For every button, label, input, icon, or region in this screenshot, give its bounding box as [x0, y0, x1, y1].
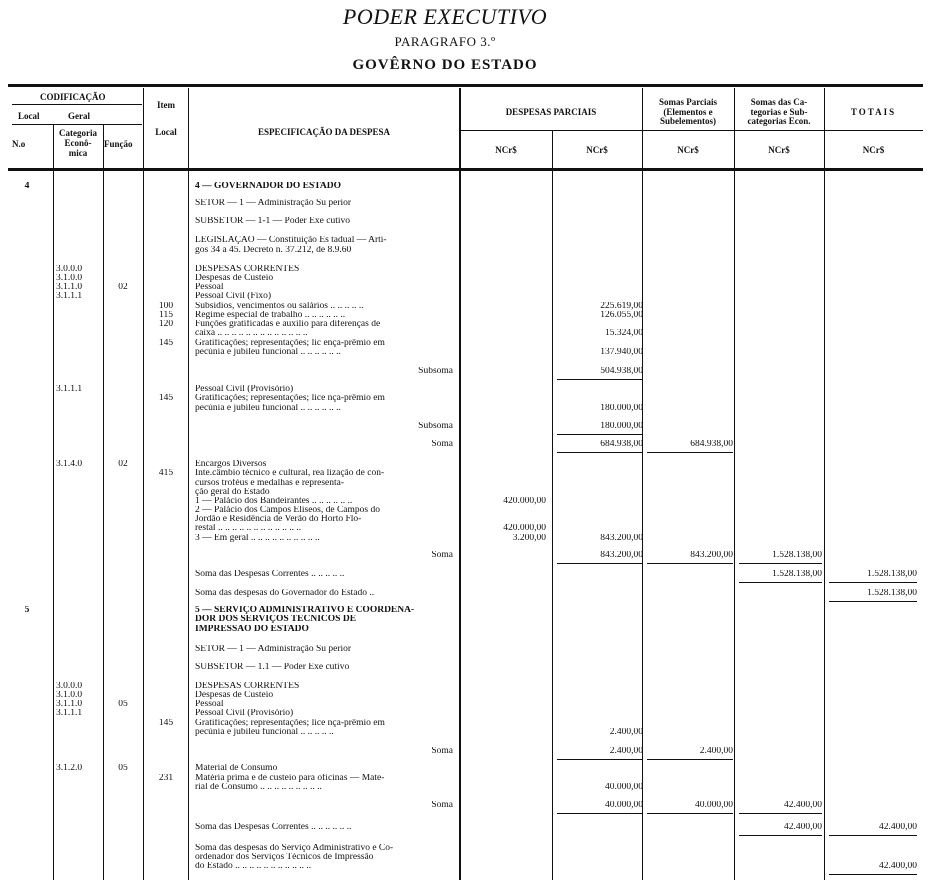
numero-header: N.o [12, 139, 26, 149]
categoria-header-1: Categoria [59, 128, 97, 138]
row-description: Pessoal Civil (Fixo) [195, 292, 272, 301]
row-description: Material de Consumo [195, 764, 278, 773]
sum-underline [647, 813, 733, 814]
row-amount-c2: 2.400,00 [609, 747, 643, 756]
categoria-header-2: Econô- [64, 138, 92, 148]
row-amount-c2: 180.000,00 [600, 404, 643, 413]
row-description: Pessoal [195, 700, 224, 709]
row-amount-c2: 843.200,00 [600, 551, 643, 560]
row-category: 3.0.0.0 [56, 682, 83, 691]
row-description: Encargos Diversos [195, 460, 267, 469]
sum-underline [557, 813, 643, 814]
geral-header: Geral [68, 111, 90, 121]
row-description: Soma das Despesas Correntes .. .. .. .. .. .. [195, 823, 352, 832]
divider [12, 124, 142, 125]
col-sep [188, 88, 189, 880]
currency-col3: NCr$ [677, 145, 699, 155]
somas-parciais-header-3: Subelementos) [660, 116, 716, 126]
item-header-1: Item [157, 100, 175, 110]
sum-underline [647, 563, 733, 564]
row-description: Gratificações; representações; lic ença-prêmio em [195, 339, 385, 348]
row-description: restal .. .. .. .. .. .. .. .. .. .. .. .. [195, 524, 302, 533]
row-description: ção geral do Estado [195, 488, 270, 497]
currency-col5: NCr$ [862, 145, 885, 155]
row-description: Subsoma [418, 367, 453, 376]
col-sep [824, 88, 825, 880]
sum-underline [739, 582, 822, 583]
row-number: 4 [24, 182, 30, 191]
sum-underline [647, 759, 733, 760]
document-title: PODER EXECUTIVO [342, 4, 548, 29]
sum-underline [557, 759, 643, 760]
row-amount-c2: 684.938,00 [600, 440, 643, 449]
row-description: Soma [431, 440, 453, 449]
top-rule [8, 84, 923, 87]
totais-header: TOTAIS [850, 107, 897, 117]
row-description: 1 — Palácio dos Bandeirantes .. .. .. .. .. .. [195, 497, 353, 506]
row-category: 3.0.0.0 [56, 265, 83, 274]
row-description: 4 — GOVERNADOR DO ESTADO [195, 182, 342, 191]
somas-categorias-header-3: categorias Econ. [747, 116, 811, 126]
row-description: 2 — Palácio dos Campos Elíseos, de Campos do [195, 506, 380, 515]
row-function: 05 [118, 764, 128, 773]
row-description: Gratificações; representações; lice nça-prêmio em [195, 719, 385, 728]
row-description: 5 — SERVIÇO ADMINISTRATIVO E COORDENA- [195, 606, 415, 615]
row-description: pecúnia e jubileu funcional .. .. .. .. .. .. [195, 348, 341, 357]
row-description: Subsoma [418, 422, 453, 431]
row-description: rial de Consumo .. .. .. .. .. .. .. .. .. [195, 783, 322, 792]
paragraph-label: PARAGRAFO 3.º [394, 34, 496, 49]
row-description: DESPESAS CORRENTES [195, 682, 300, 691]
row-description: Gratificações; representações; lice nça-prêmio em [195, 394, 385, 403]
row-category: 3.1.2.0 [56, 764, 83, 773]
sum-underline [829, 835, 917, 836]
row-category: 3.1.0.0 [56, 274, 83, 283]
row-description: Pessoal Civil (Provisório) [195, 709, 294, 718]
row-description: do Estado .. .. .. .. .. .. .. .. .. .. .. [195, 862, 312, 871]
funcao-header: Função [104, 139, 133, 149]
row-description: Regime especial de trabalho .. .. .. .. .. .. [195, 311, 346, 320]
despesas-parciais-header: DESPESAS PARCIAIS [505, 107, 597, 117]
row-amount-c1: 420.000,00 [503, 497, 546, 506]
row-category: 3.1.1.1 [56, 385, 83, 394]
row-amount-c2: 137.940,00 [600, 348, 643, 357]
row-description: gos 34 a 45. Decreto n. 37.212, de 8.9.60 [195, 246, 352, 255]
row-description: Despesas de Custeio [195, 691, 274, 700]
somas-parciais-header-1: Somas Parciais [658, 97, 718, 107]
col-sep [642, 88, 643, 880]
row-amount-c3: 684.938,00 [690, 440, 733, 449]
row-function: 05 [118, 700, 128, 709]
row-description: ordenador dos Serviços Técnicos de Impressão [195, 853, 374, 862]
row-amount-c4: 1.528.138,00 [772, 570, 822, 579]
row-amount-c3: 40.000,00 [695, 801, 733, 810]
row-amount-c2: 2.400,00 [609, 728, 643, 737]
row-function: 02 [118, 283, 128, 292]
row-description: caixa .. .. .. .. .. .. .. .. .. .. .. .. .. [195, 329, 308, 338]
row-description: IMPRESSÃO DO ESTADO [195, 625, 309, 634]
currency-col4: NCr$ [768, 145, 790, 155]
somas-categorias-header-2: tegorias e Sub- [750, 107, 808, 117]
row-description: Funções gratificadas e auxílio para diferenças de [195, 320, 381, 329]
row-description: Soma das Despesas Correntes .. .. .. .. .. [195, 570, 345, 579]
row-item: 145 [158, 394, 174, 403]
row-item: 231 [158, 774, 174, 783]
row-description: Soma [431, 801, 453, 810]
row-amount-c1: 3.200,00 [512, 534, 546, 543]
row-amount-c2: 40.000,00 [605, 783, 643, 792]
col-sep [459, 88, 461, 880]
row-amount-c2: 180.000,00 [600, 422, 643, 431]
row-amount-c1: 420.000,00 [503, 524, 546, 533]
row-amount-c5: 1.528.138,00 [867, 589, 917, 598]
row-item: 120 [158, 320, 174, 329]
divider [12, 104, 142, 105]
row-description: Jordão e Residência de Verão do Horto Flo- [195, 515, 362, 524]
row-amount-c3: 843.200,00 [690, 551, 733, 560]
sum-underline [557, 452, 643, 453]
categoria-header-3: mica [68, 148, 88, 158]
local-header: Local [18, 111, 40, 121]
row-amount-c5: 1.528.138,00 [867, 570, 917, 579]
row-description: pecúnia e jubileu funcional .. .. .. .. .. .. [195, 404, 341, 413]
sum-underline [557, 434, 643, 435]
header-bottom-rule [8, 168, 923, 171]
row-amount-c5: 42.400,00 [879, 862, 917, 871]
row-description: Soma das despesas do Serviço Administrativo e Co- [195, 844, 394, 853]
divider [460, 130, 923, 131]
sum-underline [739, 835, 822, 836]
sum-underline [647, 452, 733, 453]
row-description: pecúnia e jubileu funcional .. .. .. .. .. [195, 728, 334, 737]
government-subtitle: GOVÊRNO DO ESTADO [352, 57, 538, 73]
col-sep [143, 88, 144, 880]
row-description: Soma [431, 747, 453, 756]
row-description: Soma das despesas do Governador do Estado .. [195, 589, 375, 598]
especificacao-header: ESPECIFICAÇÃO DA DESPESA [257, 127, 391, 137]
row-item: 100 [158, 302, 174, 311]
sum-underline [557, 379, 643, 380]
sum-underline [829, 601, 917, 602]
somas-categorias-header-1: Somas das Ca- [750, 97, 808, 107]
row-description: Matéria prima e de custeio para oficinas — Mate- [195, 774, 385, 783]
row-amount-c2: 126.055,00 [600, 311, 643, 320]
row-description: Inte.câmbio técnico e cultural, rea lização de con- [195, 469, 385, 478]
col-sep [53, 124, 54, 880]
row-item: 115 [159, 311, 173, 320]
sum-underline [739, 563, 822, 564]
row-category: 3.1.1.0 [56, 283, 83, 292]
row-amount-c2: 40.000,00 [605, 801, 643, 810]
row-amount-c2: 225.619,00 [600, 302, 643, 311]
row-description: SUBSETOR — 1-1 — Poder Exe cutivo [195, 217, 350, 226]
row-description: Subsídios, vencimentos ou salários .. .. .. .. .. [195, 302, 364, 311]
item-header-2: Local [155, 127, 177, 137]
row-item: 145 [158, 339, 174, 348]
row-amount-c2: 843.200,00 [600, 534, 643, 543]
row-amount-c4: 42.400,00 [784, 823, 822, 832]
row-description: Pessoal [195, 283, 224, 292]
sum-underline [829, 874, 917, 875]
row-amount-c2: 15.324,00 [605, 329, 643, 338]
sum-underline [829, 582, 917, 583]
currency-col2: NCr$ [586, 145, 608, 155]
row-amount-c3: 2.400,00 [699, 747, 733, 756]
row-item: 145 [158, 719, 174, 728]
col-sep [552, 130, 553, 880]
row-description: Soma [431, 551, 453, 560]
row-description: SETOR — 1 — Administração Su perior [195, 645, 352, 654]
row-category: 3.1.0.0 [56, 691, 83, 700]
row-category: 3.1.1.0 [56, 700, 83, 709]
row-category: 3.1.1.1 [56, 709, 83, 718]
row-description: DESPESAS CORRENTES [195, 265, 300, 274]
row-amount-c4: 42.400,00 [784, 801, 822, 810]
somas-parciais-header-2: (Elementos e [663, 107, 713, 117]
row-item: 415 [158, 469, 174, 478]
row-description: Pessoal Civil (Provisório) [195, 385, 294, 394]
row-description: SUBSETOR — 1.1 — Poder Exe cutivo [195, 663, 350, 672]
currency-col1: NCr$ [495, 145, 517, 155]
row-amount-c2: 504.938,00 [600, 367, 643, 376]
row-description: Despesas de Custeio [195, 274, 274, 283]
row-amount-c4: 1.528.138,00 [772, 551, 822, 560]
row-amount-c5: 42.400,00 [879, 823, 917, 832]
row-description: cursos troféus e medalhas e representa- [195, 479, 345, 488]
row-description: 3 — Em geral .. .. .. .. .. .. .. .. .. .. [195, 534, 320, 543]
row-description: DOR DOS SERVIÇOS TÉCNICOS DE [195, 615, 357, 624]
row-function: 02 [118, 460, 128, 469]
codificacao-header: CODIFICAÇÃO [40, 92, 106, 102]
row-description: LEGISLAÇÃO — Constituição Es tadual — Arti- [195, 236, 387, 245]
row-category: 3.1.4.0 [56, 460, 83, 469]
sum-underline [557, 563, 643, 564]
col-sep [734, 88, 735, 880]
sum-underline [739, 813, 822, 814]
row-number: 5 [24, 606, 30, 615]
row-description: SETOR — 1 — Administração Su perior [195, 199, 352, 208]
row-category: 3.1.1.1 [56, 292, 83, 301]
